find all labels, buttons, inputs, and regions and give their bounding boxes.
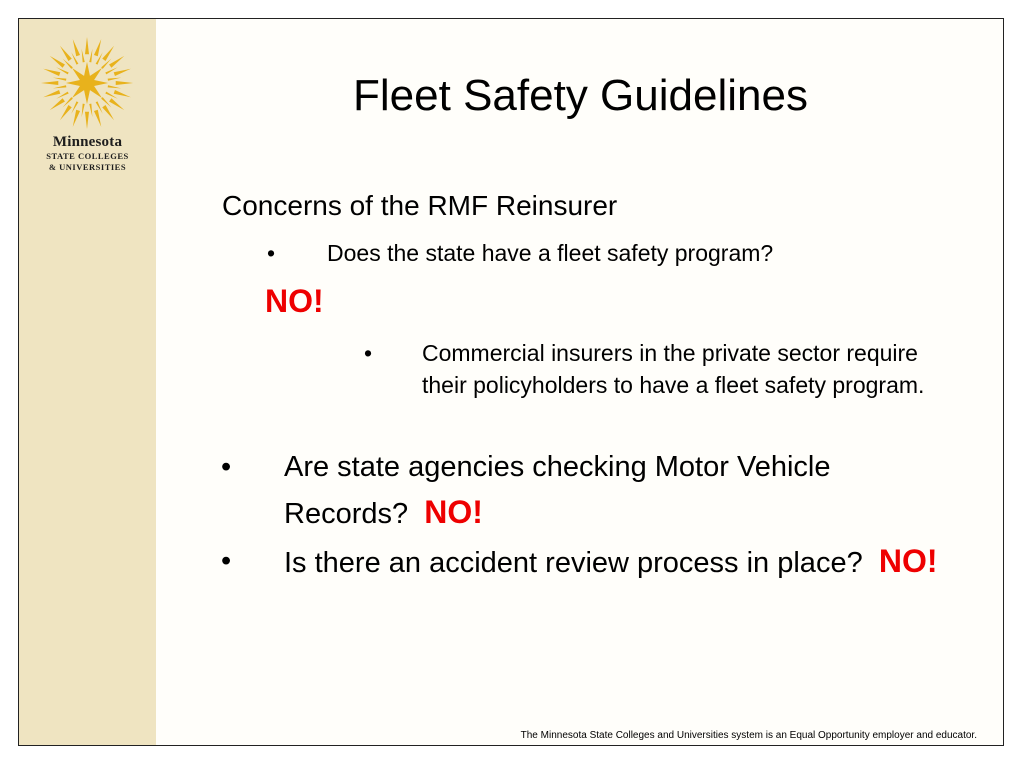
answer-no: NO! [878, 543, 938, 579]
logo-ray [116, 81, 133, 85]
logo-wordmark [19, 133, 156, 173]
logo-ray [85, 112, 89, 129]
footer-text: The Minnesota State Colleges and Universities system is an Equal Opportunity employer and educator. [520, 730, 977, 741]
logo-name: Minnesota [52, 134, 123, 150]
logo-ray [41, 81, 58, 85]
bullet-dot: • [364, 340, 373, 366]
logo-ray [82, 49, 85, 62]
slide-title: Fleet Safety Guidelines [353, 71, 808, 120]
logo-ray [108, 85, 121, 88]
logo-ray [53, 85, 66, 88]
bullet-text: Are state agencies checking Motor Vehicle Records? [284, 451, 831, 530]
logo-ray [73, 110, 80, 127]
bullet-text: Is there an accident review process in place? [284, 547, 863, 579]
answer-no: NO! [265, 283, 324, 319]
logo-ray [114, 90, 131, 97]
logo-ray [109, 56, 124, 68]
bullet-dot: • [267, 240, 276, 266]
logo-ray [60, 46, 72, 61]
concerns-heading: Concerns of the RMF Reinsurer [222, 190, 618, 221]
logo-ray [63, 59, 73, 69]
logo-sub-line2: & UNIVERSITIES [48, 162, 127, 172]
bullet-dot: • [221, 451, 232, 483]
logo-ray [50, 98, 65, 110]
logo-ray [85, 37, 89, 54]
logo-ray [82, 104, 85, 117]
logo-ray [63, 97, 73, 107]
logo-ray [73, 39, 80, 56]
bullet-text-wrap [284, 539, 964, 586]
logo-ray [53, 78, 66, 81]
logo-ray [114, 69, 131, 76]
logo-ray [101, 97, 111, 107]
logo-ray [43, 90, 60, 97]
logo-star [66, 62, 108, 104]
answer-no: NO! [424, 494, 483, 530]
logo-ray [109, 98, 124, 110]
logo-ray [50, 56, 65, 68]
logo-ray [60, 105, 72, 120]
logo-ray [94, 110, 101, 127]
logo-ray [43, 69, 60, 76]
logo-ray [94, 39, 101, 56]
logo-ray [108, 78, 121, 81]
logo-ray [89, 104, 92, 117]
bullet-text: Does the state have a fleet safety program? [327, 240, 774, 266]
logo-ray [89, 49, 92, 62]
bullet-text: Commercial insurers in the private sector require their policyholders to have a fleet safety program. [422, 340, 925, 398]
star-burst-icon [39, 35, 135, 131]
logo-ray [101, 59, 111, 69]
logo-sub-line1: STATE COLLEGES [46, 151, 129, 161]
bullet-dot: • [221, 545, 232, 577]
logo-ray [102, 46, 114, 61]
logo-ray [102, 105, 114, 120]
sidebar [19, 19, 156, 745]
slide [18, 18, 1004, 746]
bullet-text-wrap [284, 445, 964, 537]
